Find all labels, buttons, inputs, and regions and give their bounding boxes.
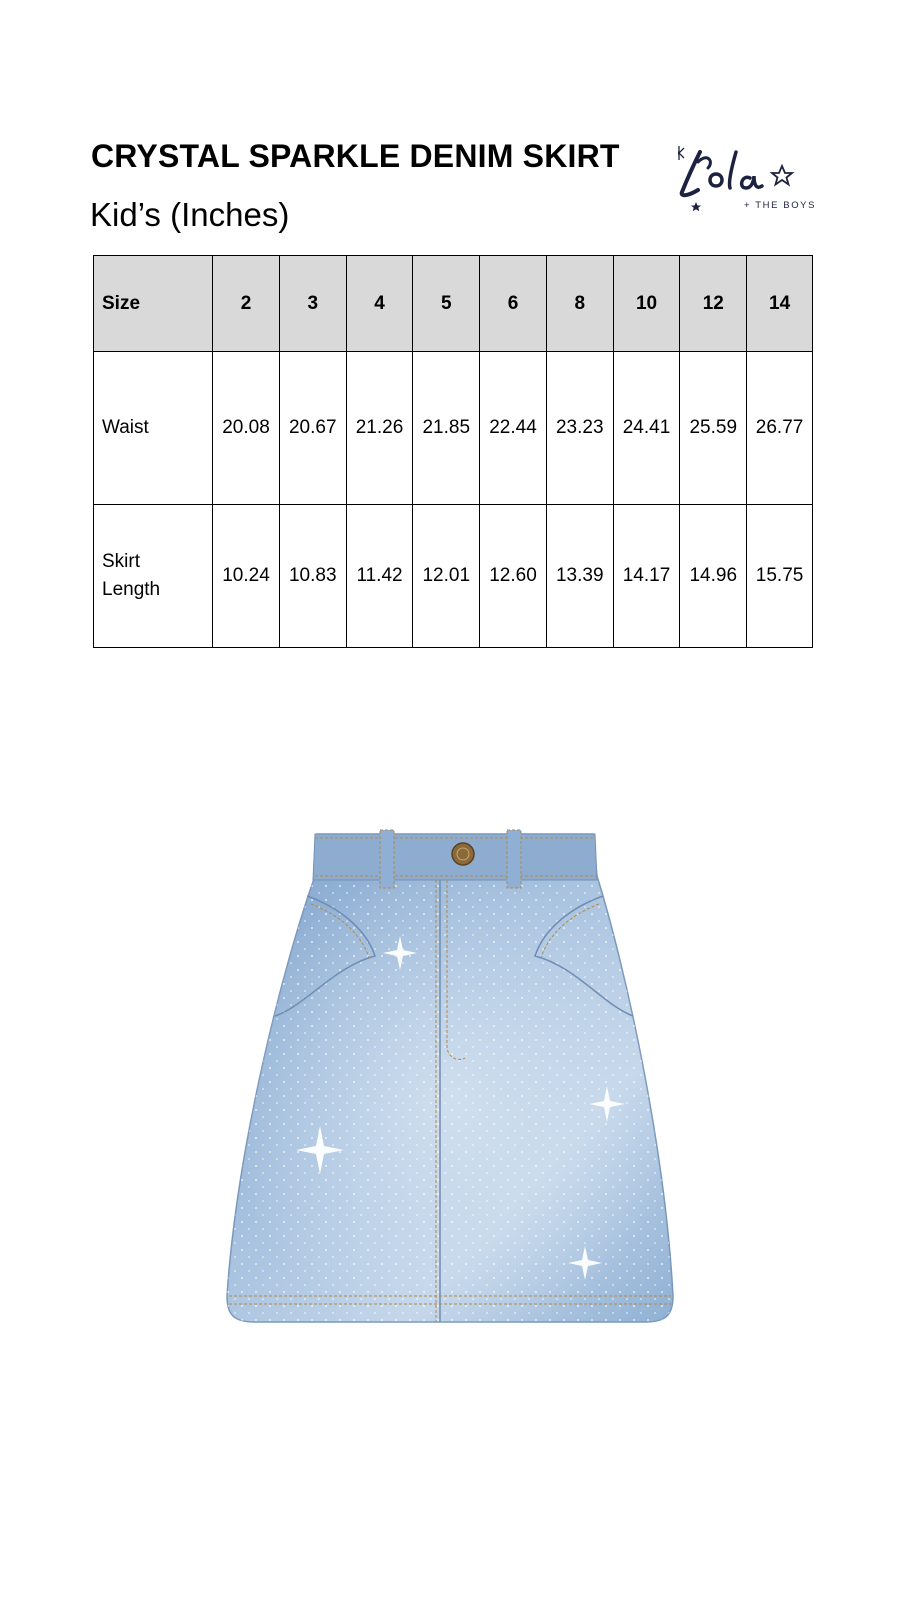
table-cell: 12.01 [413,505,480,648]
header-cell: 12 [680,256,747,352]
size-chart-table [93,255,813,648]
lola-and-the-boys-logo-icon [678,142,818,222]
table-row-waist [94,352,813,505]
table-cell: 11.42 [346,505,413,648]
table-header-row [94,256,813,352]
row-label-waist: Waist [94,352,213,505]
table-cell: 20.08 [213,352,280,505]
table-cell: 21.85 [413,352,480,505]
table-cell: 14.96 [680,505,747,648]
table-cell: 13.39 [546,505,613,648]
row-label-skirt-length [94,505,213,648]
page-title: CRYSTAL SPARKLE DENIM SKIRT [91,138,620,174]
brand-logo [678,142,818,222]
page-subtitle: Kid’s (Inches) [90,196,290,233]
header-cell-size: Size [94,256,213,352]
table-cell: 25.59 [680,352,747,505]
table-cell: 12.60 [480,505,547,648]
header-cell: 6 [480,256,547,352]
table-cell: 24.41 [613,352,680,505]
header-cell: 5 [413,256,480,352]
header-cell: 3 [279,256,346,352]
row-label-line: Skirt [102,551,140,572]
header-cell: 10 [613,256,680,352]
denim-skirt-image-icon [225,826,690,1336]
table-cell: 14.17 [613,505,680,648]
logo-tagline: + THE BOYS [744,200,817,211]
table-cell: 10.83 [279,505,346,648]
row-label-line: Length [102,579,161,600]
header-cell: 4 [346,256,413,352]
header-cell: 2 [213,256,280,352]
product-image [225,826,690,1336]
table-cell: 15.75 [747,505,813,648]
header-cell: 8 [546,256,613,352]
header-cell: 14 [747,256,813,352]
table-cell: 22.44 [480,352,547,505]
table-cell: 23.23 [546,352,613,505]
table-row-skirt-length [94,505,813,648]
table-cell: 26.77 [747,352,813,505]
table-cell: 21.26 [346,352,413,505]
table-cell: 10.24 [213,505,280,648]
table-cell: 20.67 [279,352,346,505]
